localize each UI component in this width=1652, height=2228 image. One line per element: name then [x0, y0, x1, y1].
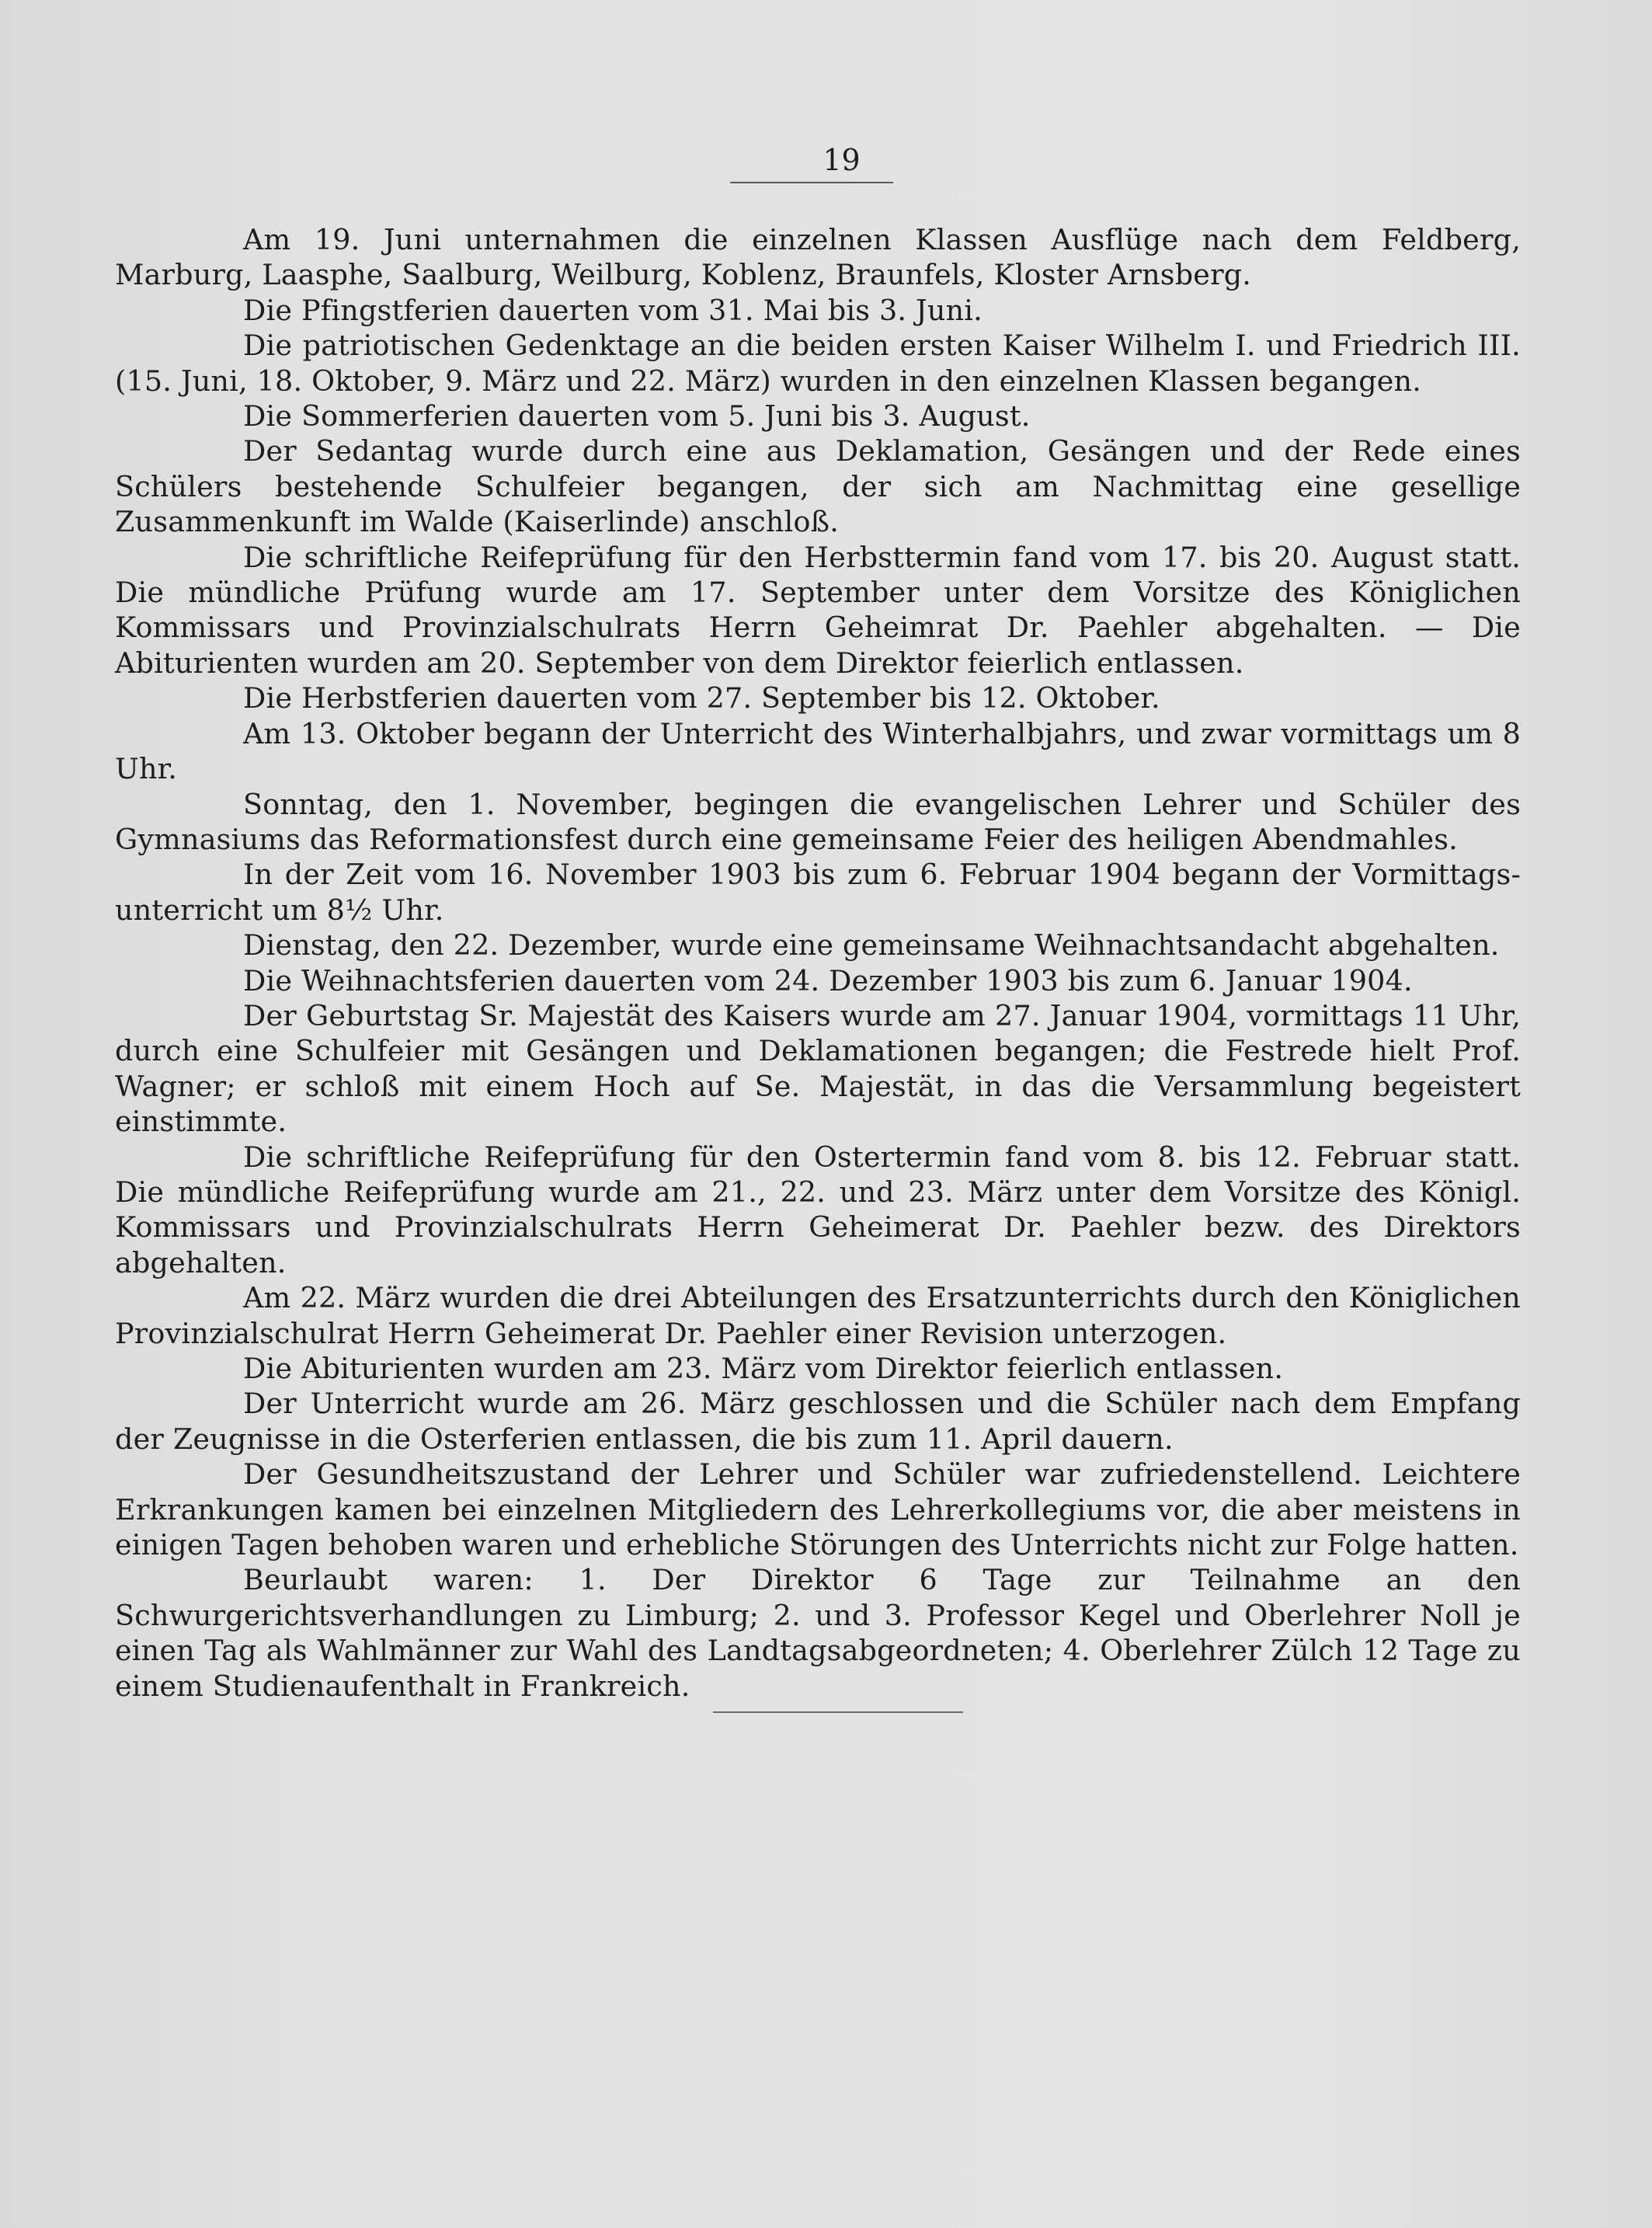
paragraph-excursions: Am 19. Juni unternahmen die einzelnen Klassen Ausflüge nach dem Feldberg, Marburg, Laasphe, Saalburg, Weilburg, Koblenz, Braunfels, Kloster Arnsberg.: [115, 223, 1521, 292]
paragraph-sedan-day: Der Sedantag wurde durch eine aus Deklamation, Gesängen und der Rede eines Schülers bestehende Schulfeier begangen, der sich am Nachmittag eine gesellige Zusammenkunft im Walde (Kaiserlinde) anschloß.: [115, 434, 1521, 539]
paragraph-kaiser-birthday: Der Geburtstag Sr. Majestät des Kaisers wurde am 27. Januar 1904, vormittags 11 Uhr, durch eine Schulfeier mit Gesängen und Deklamationen begangen; die Festrede hielt Prof. Wagner; er schloß mit einem Hoch auf Se. Majestät, in das die Versammlung begeistert einstimmte.: [115, 998, 1521, 1139]
paragraph-revision: Am 22. März wurden die drei Abteilungen des Ersatzunterrichts durch den Königlichen Provinzialschulrat Herrn Geheimerat Dr. Paehler einer Revision unterzogen.: [115, 1281, 1521, 1350]
paragraph-pentecost-holidays: Die Pfingstferien dauerten vom 31. Mai bis 3. Juni.: [243, 293, 983, 327]
body-text: [115, 222, 1521, 1704]
paragraph-leave: Beurlaubt waren: 1. Der Direktor 6 Tage zur Teilnahme an den Schwurgerichtsverhandlungen zu Limburg; 2. und 3. Professor Kegel und Oberlehrer Noll je einen Tag als Wahlmänner zur Wahl des Landtagsabgeordneten; 4. Oberlehrer Zülch 12 Tage zu einem Studienaufenthalt in Frankreich.: [115, 1563, 1521, 1703]
paragraph-easter-holidays: Der Unterricht wurde am 26. März geschlossen und die Schüler nach dem Empfang der Zeugnisse in die Osterferien entlassen, die bis zum 11. April dauern.: [115, 1387, 1521, 1456]
paragraph-summer-holidays: Die Sommerferien dauerten vom 5. Juni bis 3. August.: [243, 399, 1031, 433]
paragraph-graduation: Die Abiturienten wurden am 23. März vom Direktor feierlich entlassen.: [243, 1352, 1284, 1385]
paragraph-autumn-holidays: Die Herbstferien dauerten vom 27. September bis 12. Oktober.: [243, 681, 1160, 715]
page-number: 19: [823, 143, 861, 177]
header-rule: [730, 182, 893, 183]
paragraph-reformation-day: Sonntag, den 1. November, begingen die evangelischen Lehrer und Schüler des Gymnasiums das Reformationsfest durch eine gemeinsame Feier des heiligen Abendmahles.: [115, 787, 1521, 856]
end-rule: [713, 1711, 963, 1713]
paragraph-easter-exam: Die schriftliche Reifeprüfung für den Ostertermin fand vom 8. bis 12. Februar statt. Die mündliche Reifeprüfung wurde am 21., 22. und 23. März unter dem Vorsitze des Königl. Kommissars und Provinzialschulrats Herrn Geheimerat Dr. Paehler bezw. des Direktors abgehalten.: [115, 1140, 1521, 1279]
paragraph-winter-term: Am 13. Oktober begann der Unterricht des Winterhalbjahrs, und zwar vormittags um 8 Uhr.: [115, 716, 1521, 786]
paragraph-autumn-exam: Die schriftliche Reifeprüfung für den Herbsttermin fand vom 17. bis 20. August statt. Die mündliche Prüfung wurde am 17. September unter dem Vorsitze des Königlichen Kommissars und Provinzialschulrats Herrn Geheimrat Dr. Paehler abgehalten. — Die Abiturienten wurden am 20. September von dem Direktor feierlich entlassen.: [115, 540, 1521, 680]
paragraph-christmas-holidays: Die Weihnachtsferien dauerten vom 24. Dezember 1903 bis zum 6. Januar 1904.: [243, 963, 1413, 997]
paragraph-christmas-service: Dienstag, den 22. Dezember, wurde eine gemeinsame Weihnachtsandacht abgehalten.: [243, 928, 1500, 963]
paragraph-health: Der Gesundheitszustand der Lehrer und Schüler war zufriedenstellend. Leichtere Erkrankungen kamen bei einzelnen Mitgliedern des Lehrerkollegiums vor, die aber meistens in einigen Tagen behoben waren und erhebliche Störungen des Unterrichts nicht zur Folge hatten.: [115, 1457, 1521, 1562]
paragraph-morning-schedule: In der Zeit vom 16. November 1903 bis zum 6. Februar 1904 begann der Vormittags-unterricht um 8½ Uhr.: [115, 858, 1521, 927]
paragraph-patriotic-days: Die patriotischen Gedenktage an die beiden ersten Kaiser Wilhelm I. und Friedrich III. (15. Juni, 18. Oktober, 9. März und 22. März) wurden in den einzelnen Klassen begangen.: [115, 329, 1521, 398]
